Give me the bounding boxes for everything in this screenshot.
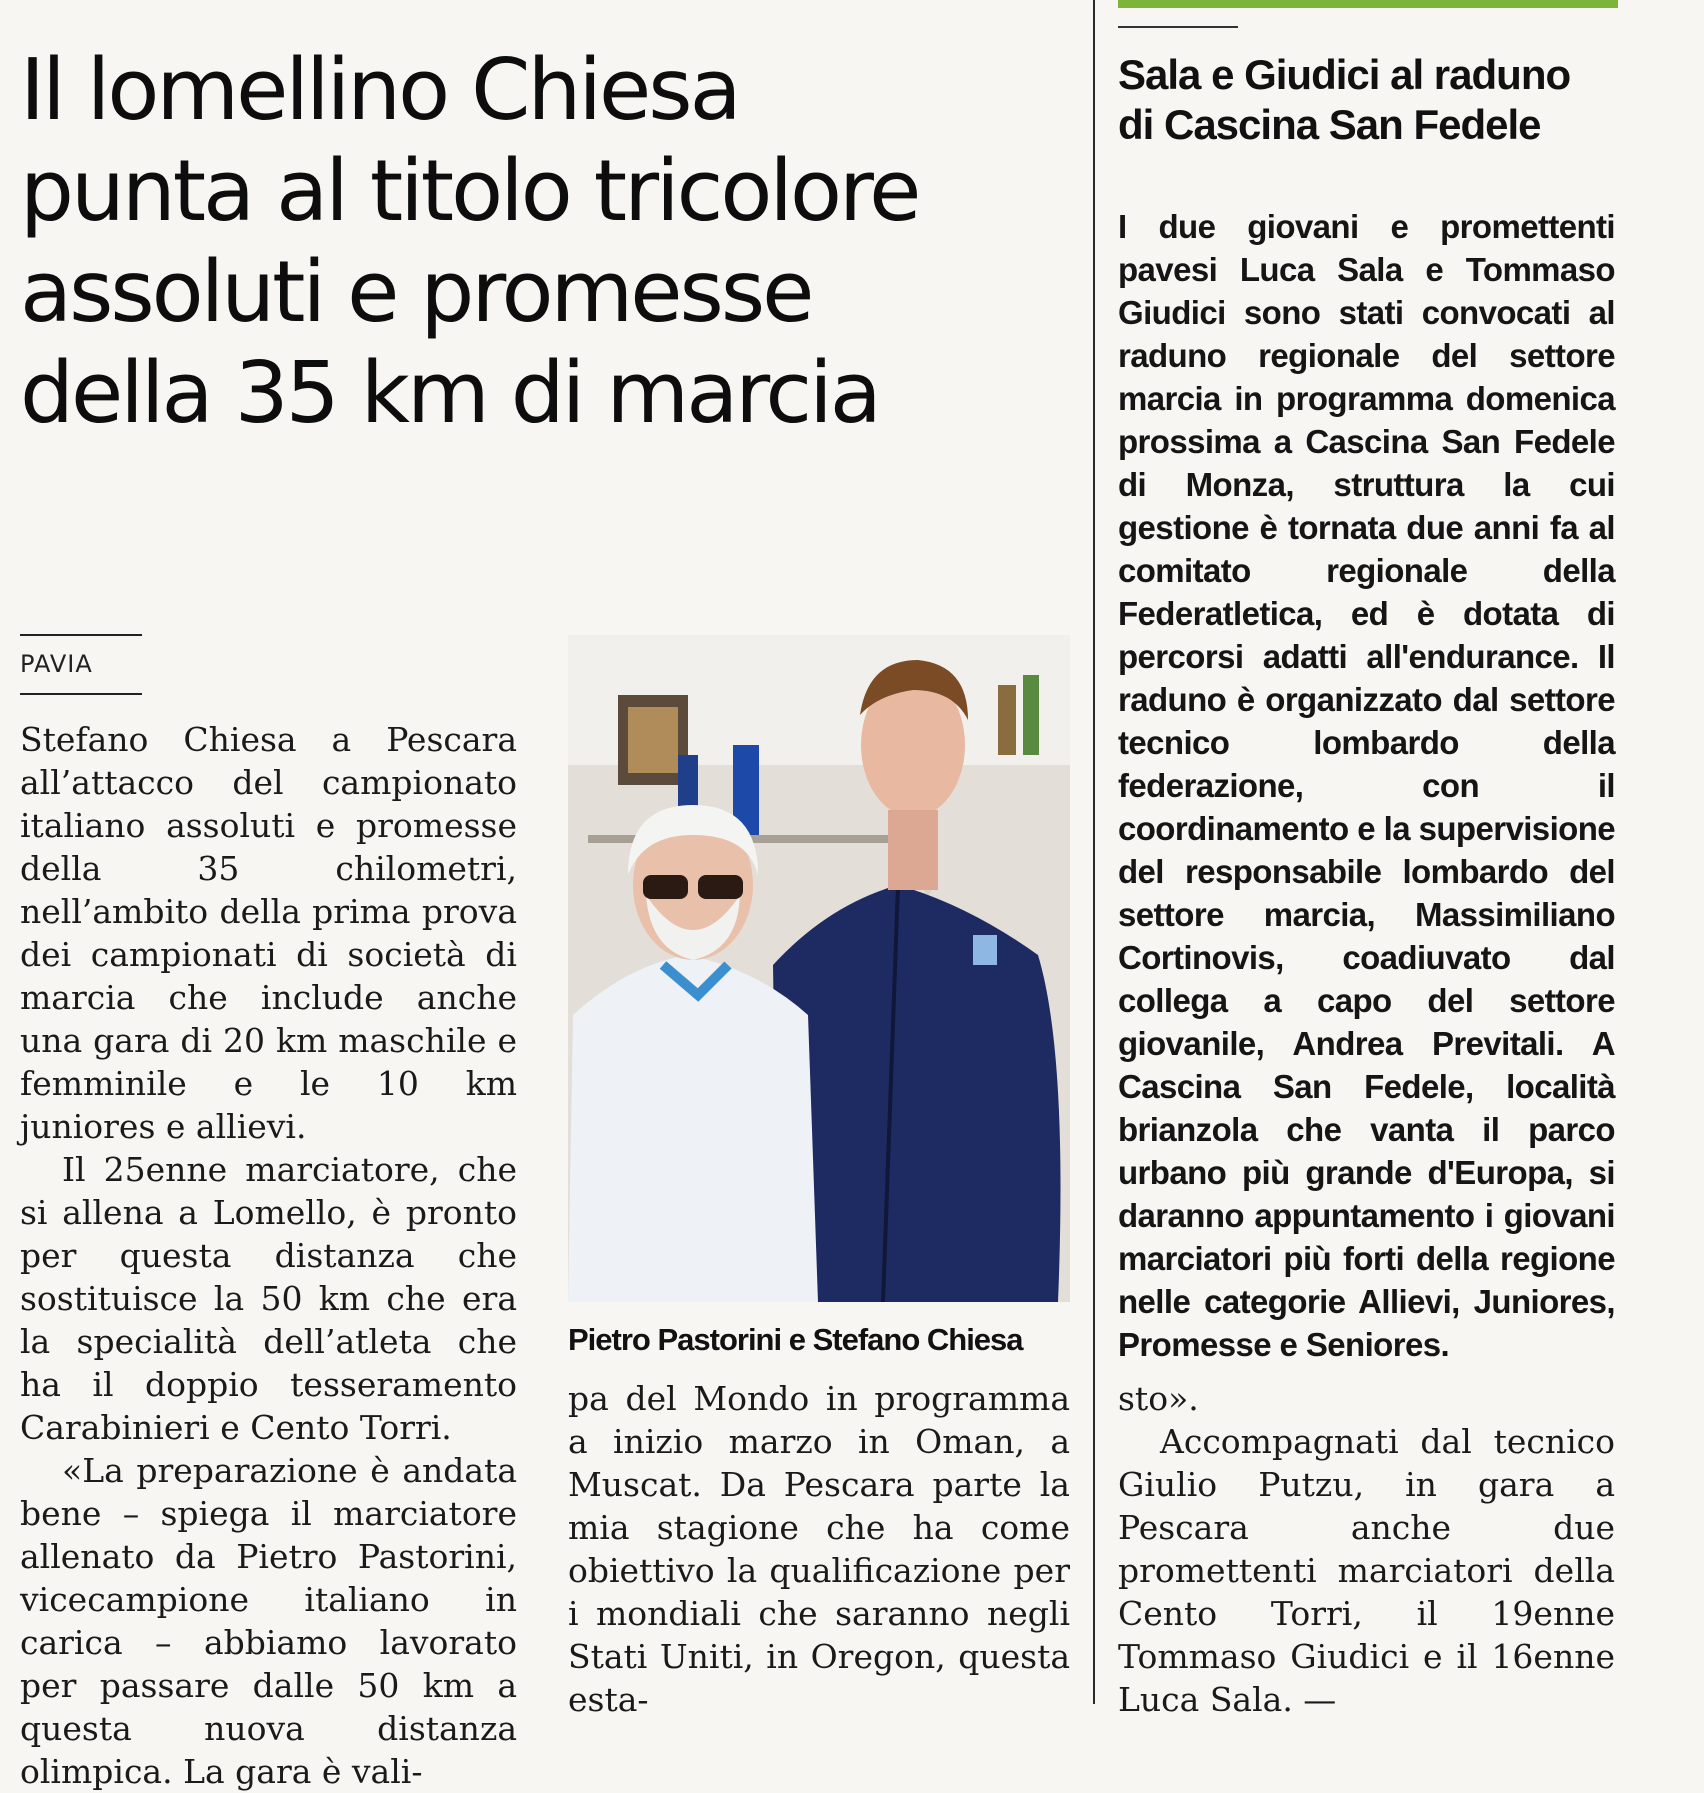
- article-headline: [20, 40, 1100, 444]
- headline-line-3: assoluti e promesse: [20, 243, 812, 342]
- adjacent-page-edge: [1624, 0, 1704, 1704]
- article-continuation-paragraph: pa del Mondo in programma a inizio marzo in Oman, a Muscat. Da Pescara parte la mia stagione che ha come obiettivo la qualificazione per i mondiali che saranno negli Stati Uniti, in Oregon, questa esta-: [568, 1379, 1070, 1719]
- sidebar-title-line-2: di Cascina San Fedele: [1118, 101, 1541, 148]
- article-column-1: [20, 718, 517, 1793]
- article-paragraph-2: Il 25enne marciatore, che si allena a Lomello, è pronto per questa distanza che sostituisce la 50 km che era la specialità dell’atleta che ha il doppio tesseramento Carabinieri e Cento Torri.: [20, 1150, 517, 1447]
- dateline-rule-bottom: [20, 693, 142, 695]
- dateline: PAVIA: [20, 650, 93, 678]
- article-column-3: [1118, 1377, 1615, 1721]
- article-closing-paragraph: Accompagnati dal tecnico Giulio Putzu, in gara a Pescara anche due promettenti marciatori della Cento Torri, il 19enne Tommaso Giudici e il 16enne Luca Sala. —: [1118, 1422, 1615, 1719]
- headline-line-1: Il lomellino Chiesa: [20, 41, 739, 140]
- sidebar-body: I due giovani e promettenti pavesi Luca Sala e Tommaso Giudici sono stati convocati al raduno regionale del settore marcia in programma domenica prossima a Cascina San Fedele di Monza, struttura la cui gestione è tornata due anni fa al comitato regionale della Federatletica, ed è dotata di percorsi adatti all'endurance. Il raduno è organizzato dal settore tecnico lombardo della federazione, con il coordinamento e la supervisione del responsabile lombardo del settore marcia, Massimiliano Cortinovis, coadiuvato dal collega a capo del settore giovanile, Andrea Previtali. A Cascina San Fedele, località brianzola che vanta il parco urbano più grande d'Europa, si daranno appuntamento i giovani marciatori più forti della regione nelle categorie Allievi, Juniores, Promesse e Seniores.: [1118, 208, 1615, 1363]
- dateline-rule-top: [20, 634, 142, 636]
- article-paragraph-1: Stefano Chiesa a Pescara all’attacco del campionato italiano assoluti e promesse della 35 chilometri, nell’ambito della prima prova dei campionati di società di marcia che include anche una gara di 20 km maschile e femminile e le 10 km juniores e allievi.: [20, 720, 517, 1146]
- sidebar-accent-bar: [1118, 0, 1618, 8]
- article-paragraph-3: «La preparazione è andata bene – spiega il marciatore allenato da Pietro Pastorini, vicecampione italiano in carica – abbiamo lavorato per passare dalle 50 km a questa nuova distanza olimpica. La gara è vali-: [20, 1451, 517, 1791]
- article-photo: [568, 635, 1070, 1302]
- headline-line-2: punta al titolo tricolore: [20, 142, 919, 241]
- article-quote-ending: sto».: [1118, 1379, 1199, 1418]
- article-column-2: [568, 1377, 1070, 1721]
- sidebar-title-line-1: Sala e Giudici al raduno: [1118, 51, 1571, 98]
- sidebar-rule: [1118, 26, 1238, 28]
- sidebar-divider: [1093, 0, 1095, 1704]
- sidebar-title: [1118, 50, 1658, 150]
- photo-caption: Pietro Pastorini e Stefano Chiesa: [568, 1322, 1023, 1357]
- headline-line-4: della 35 km di marcia: [20, 344, 879, 443]
